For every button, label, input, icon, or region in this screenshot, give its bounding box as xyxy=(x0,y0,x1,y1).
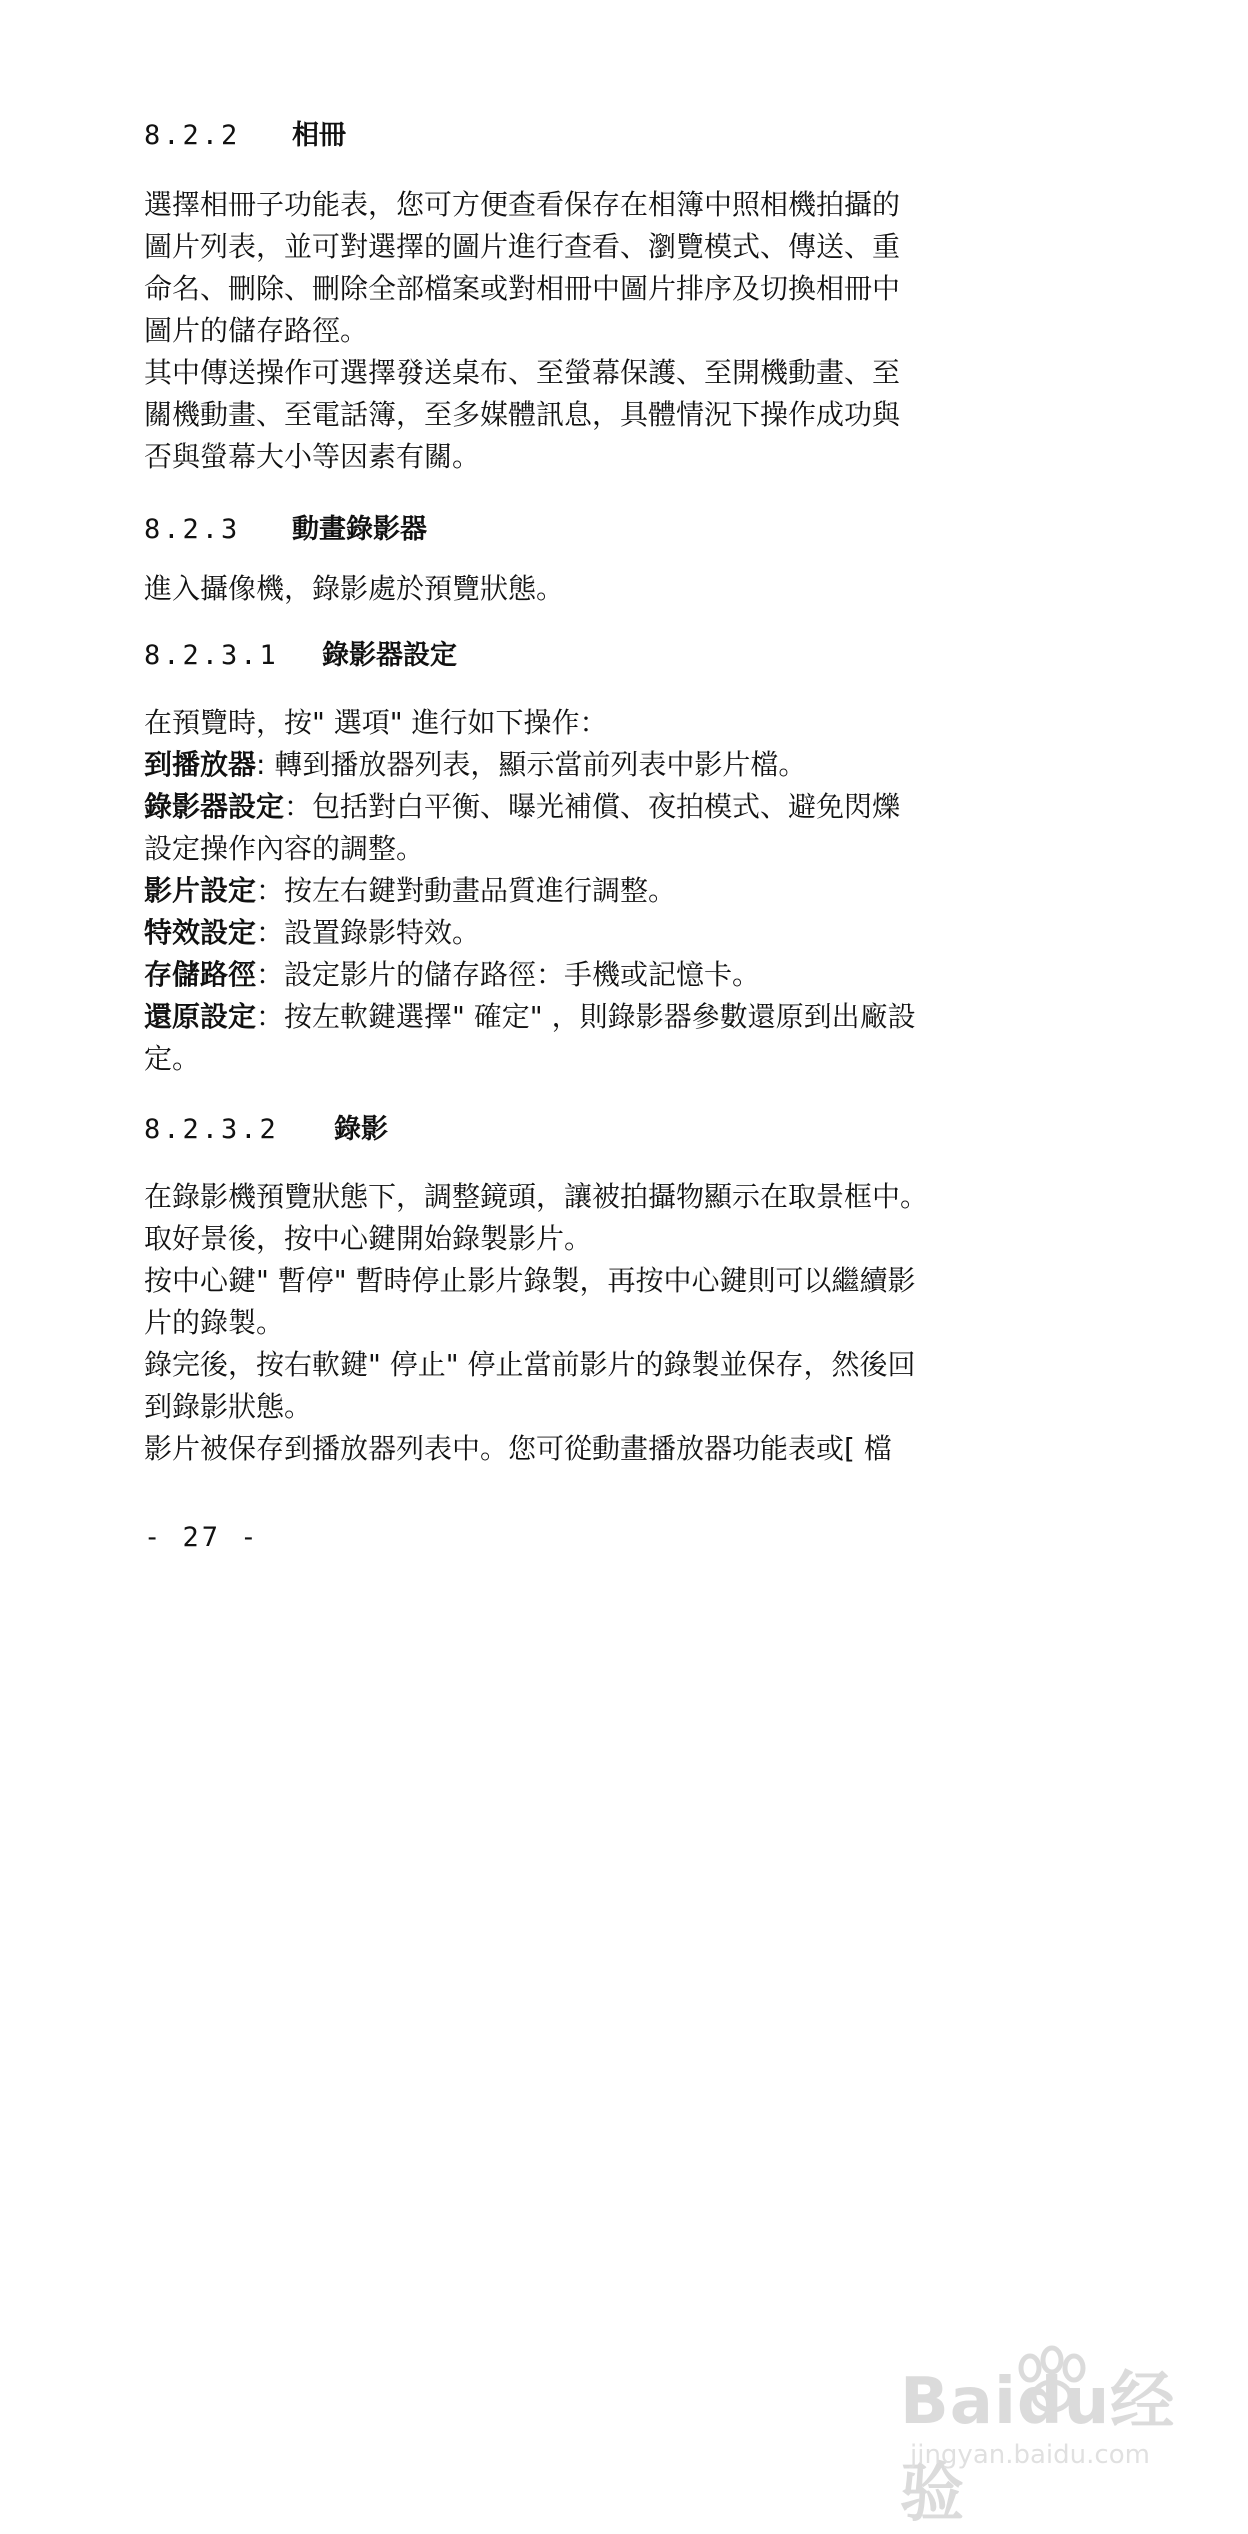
settings-item-player xyxy=(144,744,1044,786)
item-desc: ：設定影片的儲存路徑：手機或記憶卡。 xyxy=(256,958,761,991)
text-line: 取好景後，按中心鍵開始錄製影片。 xyxy=(144,1222,593,1255)
item-desc: : 轉到播放器列表，顯示當前列表中影片檔。 xyxy=(256,748,807,781)
settings-list xyxy=(144,702,1044,1080)
text-line: 在錄影機預覽狀態下，調整鏡頭，讓被拍攝物顯示在取景框中。 xyxy=(144,1180,929,1213)
text-line: 其中傳送操作可選擇發送桌布、至螢幕保護、至開機動畫、至 xyxy=(144,356,901,389)
section-title: 錄影 xyxy=(334,1114,388,1145)
text-line: 關機動畫、至電話簿，至多媒體訊息，具體情況下操作成功與 xyxy=(144,398,901,431)
settings-item-recorder-cont xyxy=(144,828,1044,870)
settings-item-effects xyxy=(144,912,1044,954)
section-heading-8-2-3-1 xyxy=(144,638,457,674)
item-desc: ：按左右鍵對動畫品質進行調整。 xyxy=(256,874,677,907)
item-desc: 設定操作內容的調整。 xyxy=(144,832,425,865)
section-heading-8-2-2 xyxy=(144,118,346,154)
text-line: 否與螢幕大小等因素有關。 xyxy=(144,440,481,473)
settings-item-recorder xyxy=(144,786,1044,828)
text-line: 圖片的儲存路徑。 xyxy=(144,314,369,347)
text-line: 進入攝像機，錄影處於預覽狀態。 xyxy=(144,572,565,605)
page-number: - 27 - xyxy=(144,1522,260,1553)
section-number: 8.2.3 xyxy=(144,514,241,545)
text-line: 到錄影狀態。 xyxy=(144,1390,313,1423)
album-paragraph xyxy=(144,184,1044,478)
item-desc: ：按左軟鍵選擇" 確定" ，則錄影器參數還原到出廠設 xyxy=(256,1000,916,1033)
section-title: 相冊 xyxy=(292,120,346,151)
section-number: 8.2.2 xyxy=(144,120,241,151)
item-term: 到播放器 xyxy=(144,748,257,781)
section-number: 8.2.3.1 xyxy=(144,640,279,671)
baidu-watermark xyxy=(880,2330,1220,2531)
watermark-url: jingyan.baidu.com xyxy=(910,2440,1150,2470)
record-paragraph xyxy=(144,1176,1044,1470)
settings-item-restore-cont xyxy=(144,1038,1044,1080)
settings-item-storage xyxy=(144,954,1044,996)
text-line: 圖片列表，並可對選擇的圖片進行查看、瀏覽模式、傳送、重 xyxy=(144,230,901,263)
section-number: 8.2.3.2 xyxy=(144,1114,279,1145)
text-line: 片的錄製。 xyxy=(144,1306,285,1339)
settings-item-video xyxy=(144,870,1044,912)
item-desc: 定。 xyxy=(144,1042,201,1075)
watermark-logo: Baidu经验 xyxy=(900,2365,1176,2531)
text-line: 影片被保存到播放器列表中。您可從動畫播放器功能表或[ 檔 xyxy=(144,1432,892,1465)
item-term: 特效設定 xyxy=(144,916,257,949)
section-heading-8-2-3-2 xyxy=(144,1112,388,1148)
text-line: 按中心鍵" 暫停" 暫時停止影片錄製，再按中心鍵則可以繼續影 xyxy=(144,1264,916,1297)
item-desc: ：設置錄影特效。 xyxy=(256,916,481,949)
item-term: 影片設定 xyxy=(144,874,257,907)
item-term: 還原設定 xyxy=(144,1000,257,1033)
section-title: 錄影器設定 xyxy=(322,640,457,671)
item-term: 存儲路徑 xyxy=(144,958,257,991)
item-desc: ：包括對白平衡、曝光補償、夜拍模式、避免閃爍 xyxy=(284,790,901,823)
text-line: 命名、刪除、刪除全部檔案或對相冊中圖片排序及切換相冊中 xyxy=(144,272,901,305)
item-term: 錄影器設定 xyxy=(144,790,285,823)
recorder-paragraph xyxy=(144,568,1044,610)
section-heading-8-2-3 xyxy=(144,512,427,548)
text-line: 選擇相冊子功能表，您可方便查看保存在相簿中照相機拍攝的 xyxy=(144,188,901,221)
settings-item-restore xyxy=(144,996,1044,1038)
text-line: 錄完後，按右軟鍵" 停止" 停止當前影片的錄製並保存，然後回 xyxy=(144,1348,916,1381)
section-title: 動畫錄影器 xyxy=(292,514,427,545)
settings-intro: 在預覽時，按" 選項" 進行如下操作： xyxy=(144,706,608,739)
